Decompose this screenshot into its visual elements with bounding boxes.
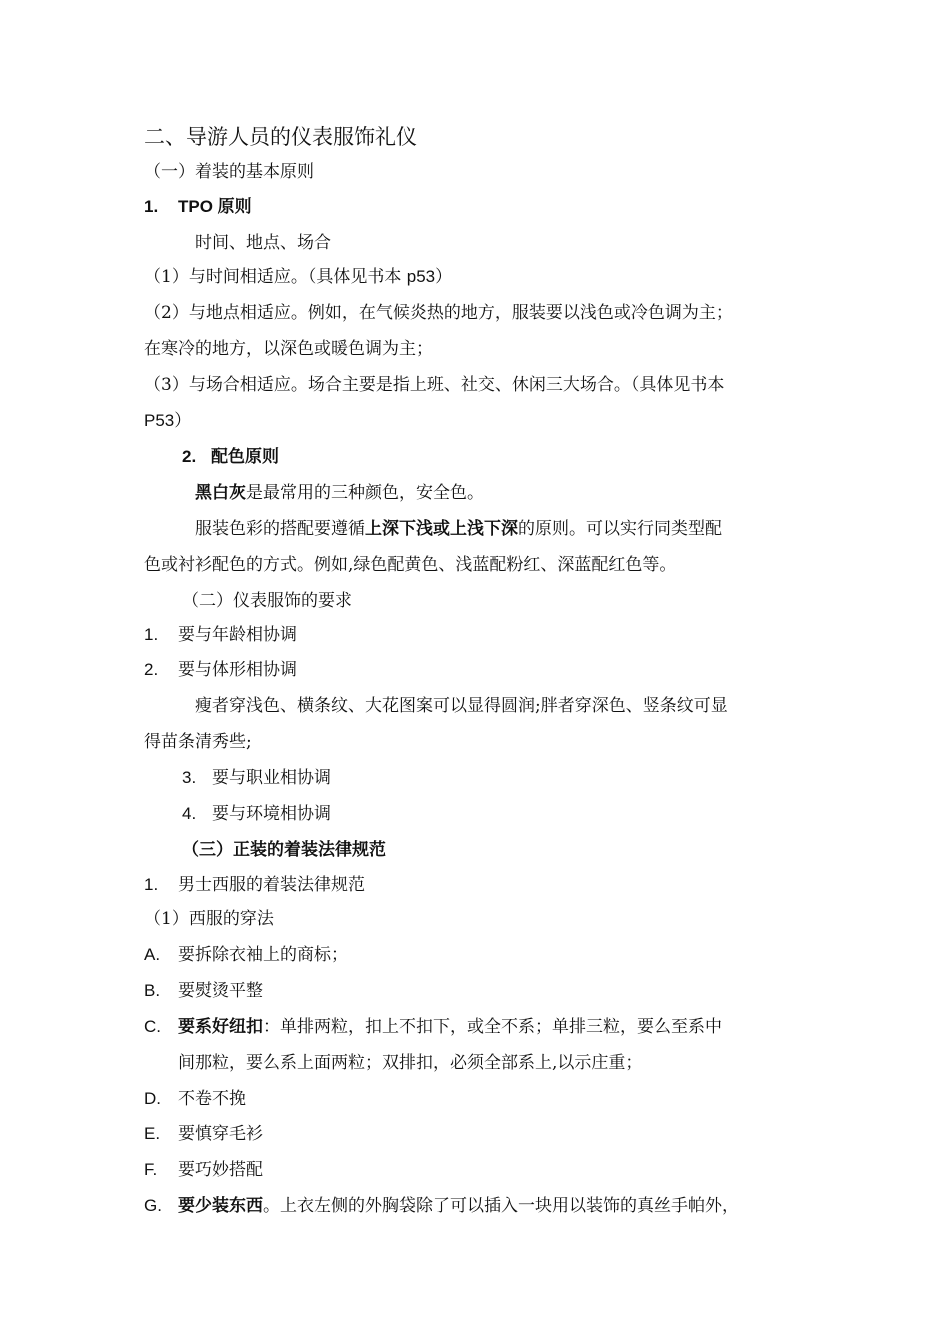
list-letter: D.: [144, 1089, 161, 1108]
list-text: 要与环境相协调: [212, 804, 331, 824]
list-item: [144, 874, 365, 896]
list-text: 要与体形相协调: [178, 660, 297, 680]
paragraph: [195, 482, 484, 504]
paragraph: 时间、地点、场合: [195, 233, 331, 253]
text-run: p53: [406, 267, 436, 286]
section-heading-2: （二）仪表服饰的要求: [182, 591, 352, 611]
list-text: 要熨烫平整: [178, 981, 263, 1001]
list-letter: B.: [144, 981, 161, 1000]
section-heading-3: （三）正装的着装法律规范: [182, 840, 386, 860]
list-text: 要与年龄相协调: [178, 625, 297, 645]
text-run: （1）与时间相适应。（具体见书本: [144, 267, 407, 287]
list-item: [144, 1159, 263, 1181]
paragraph-line: 得苗条清秀些;: [144, 732, 252, 752]
subheading-tpo: [144, 196, 252, 218]
paragraph-line: （3）与场合相适应。场合主要是指上班、社交、休闲三大场合。（具体见书本: [144, 375, 725, 395]
list-text: 不卷不挽: [178, 1089, 246, 1109]
paragraph: [144, 266, 452, 288]
section-heading-1: （一）着装的基本原则: [144, 162, 314, 182]
bold-text: 黑白灰: [195, 483, 246, 503]
paragraph-line: [195, 518, 722, 540]
list-letter: E.: [144, 1124, 161, 1143]
list-item: [144, 980, 263, 1002]
list-text: 。上衣左侧的外胸袋除了可以插入一块用以装饰的真丝手帕外，: [263, 1196, 739, 1216]
list-letter: C.: [144, 1017, 161, 1036]
text-run: 是最常用的三种颜色，安全色。: [246, 483, 484, 503]
paragraph-line: 瘦者穿浅色、横条纹、大花图案可以显得圆润;胖者穿深色、竖条纹可显: [195, 696, 728, 716]
bold-text: 要系好纽扣: [178, 1017, 263, 1037]
subheading-color: [182, 446, 279, 468]
subheading-title: 配色原则: [211, 447, 279, 467]
paragraph-line: 色或衬衫配色的方式。例如,绿色配黄色、浅蓝配粉红、深蓝配红色等。: [144, 555, 677, 575]
list-text: 男士西服的着装法律规范: [178, 875, 365, 895]
list-letter: A.: [144, 945, 161, 964]
list-item: [144, 944, 348, 966]
list-item: [144, 624, 297, 646]
text-run: 服装色彩的搭配要遵循: [195, 519, 365, 539]
bold-text: 上深下浅或上浅下深: [365, 519, 518, 539]
list-text: 要拆除衣袖上的商标；: [178, 945, 348, 965]
list-item: [144, 1088, 246, 1110]
paragraph-line: （2）与地点相适应。例如，在气候炎热的地方，服装要以浅色或冷色调为主；: [144, 303, 733, 323]
list-number: 4.: [182, 804, 197, 823]
paragraph: （1）西服的穿法: [144, 909, 274, 929]
list-item: [182, 767, 331, 789]
list-item-continuation: 间那粒，要么系上面两粒；双排扣，必须全部系上,以示庄重；: [178, 1053, 643, 1073]
subheading-number: 1.: [144, 197, 159, 216]
list-letter: F.: [144, 1160, 158, 1179]
list-item: [144, 1123, 263, 1145]
bold-text: 要少装东西: [178, 1196, 263, 1216]
list-item: [182, 803, 331, 825]
list-number: 1.: [144, 625, 159, 644]
paragraph-line: 在寒冷的地方，以深色或暖色调为主；: [144, 339, 433, 359]
list-item: [144, 1016, 722, 1038]
list-number: 1.: [144, 875, 159, 894]
list-item: [144, 659, 297, 681]
text-run: 的原则。可以实行同类型配: [518, 519, 722, 539]
list-text: 要与职业相协调: [212, 768, 331, 788]
subheading-number: 2.: [182, 447, 197, 466]
subheading-title: TPO 原则: [178, 197, 252, 216]
page-title: 二、导游人员的仪表服饰礼仪: [144, 125, 417, 149]
text-run: ）: [435, 267, 453, 287]
list-number: 2.: [144, 660, 159, 679]
list-item: [144, 1195, 739, 1217]
list-letter: G.: [144, 1196, 162, 1215]
list-text: ：单排两粒，扣上不扣下，或全不系；单排三粒，要么至系中: [263, 1017, 722, 1037]
list-number: 3.: [182, 768, 197, 787]
paragraph-line: P53）: [144, 411, 192, 430]
list-text: 要慎穿毛衫: [178, 1124, 263, 1144]
list-text: 要巧妙搭配: [178, 1160, 263, 1180]
